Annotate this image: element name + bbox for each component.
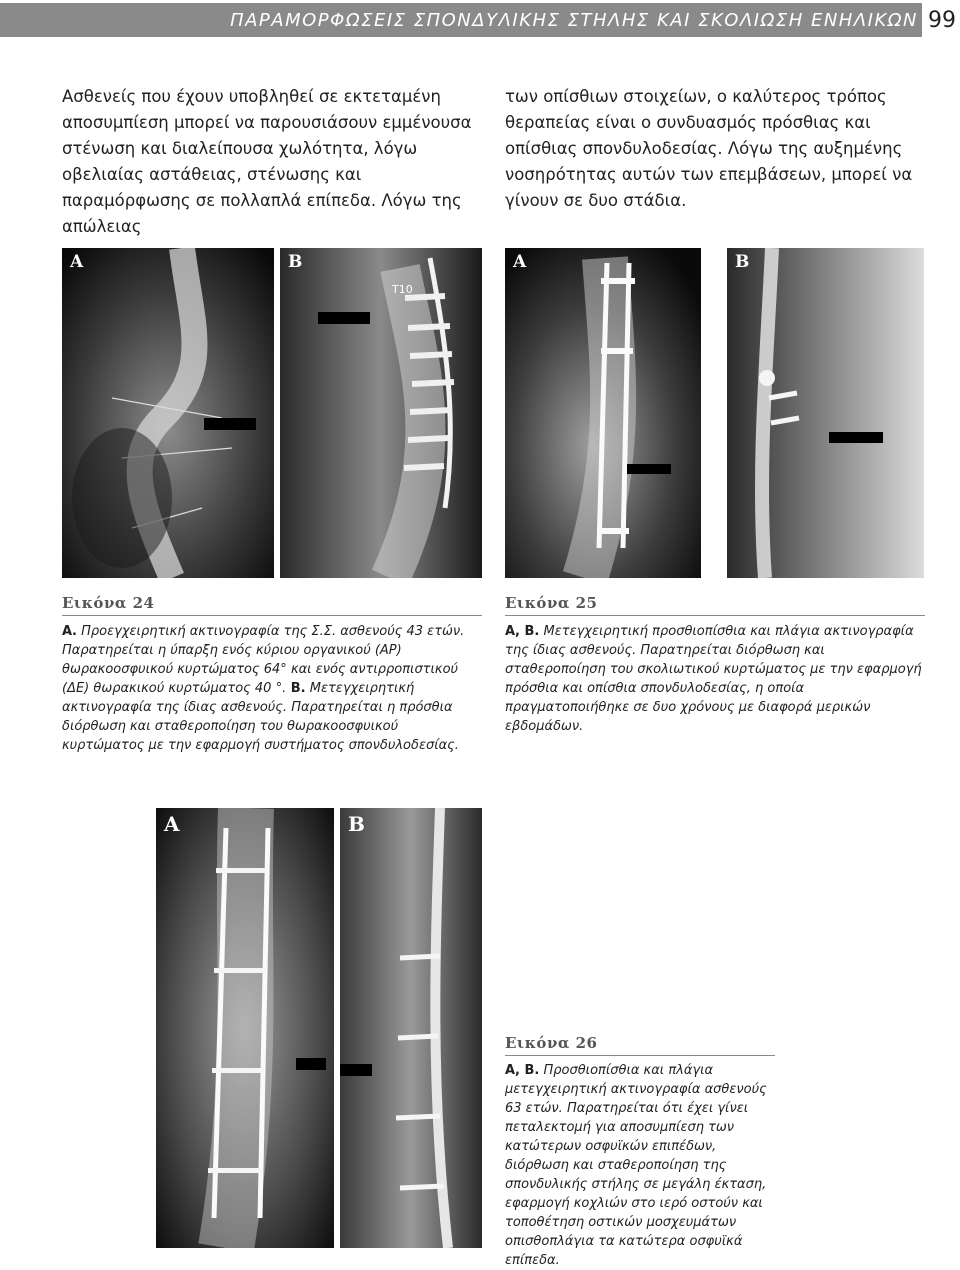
caption-a-label: Α. [62,624,77,639]
figure-label-b: B [288,252,303,272]
figure-26-title: Εικόνα 26 [505,1034,775,1056]
caption-text: Μετεγχειρητική προσθιοπίσθια και πλάγια ακτινογραφία της ίδιας ασθενούς. Παρατηρείται διόρθωση και σταθεροποίηση του σκολιωτικού κυρτώματος με την εφαρμογή πρόσθια και οπίσθια σπονδυλοδεσίας, η οποία πραγματοποιήθηκε σε δυο χρόνους με διαφορά μερικών εβδομάδων. [505,624,922,734]
caption-label: Α, Β. [505,624,540,639]
figure-25-title: Εικόνα 25 [505,594,925,616]
figure-label-a: A [70,252,84,272]
figure-26-image-b [340,808,482,1248]
caption-text: Προσθιοπίσθια και πλάγια μετεγχειρητική ακτινογραφία ασθενούς 63 ετών. Παρατηρείται ότι έχει γίνει πεταλεκτομή για αποσυμπίεση των κατώτερων οσφυϊκών επιπέδων, διόρθωση και σταθεροποίηση της σπονδυλικής στήλης σε μεγάλη έκταση, εφαρμογή κοχλιών στο ιερό οστούν και τοποθέτηση οστικών μοσχευμάτων οπισθοπλάγια τα κατώτερα οσφυϊκά επίπεδα. [505,1063,767,1268]
caption-b-text: Μετεγχειρητική ακτινογραφία της ίδιας ασθενούς. Παρατηρείται η πρόσθια διόρθωση και σταθεροποίηση του θωρακοοσφυικού κυρτώματος με την εφαρμογή συστήματος σπονδυλοδεσίας. [62,681,459,753]
caption-label: Α, Β. [505,1063,540,1078]
figure-label-a: A [164,812,180,836]
figure-25-image-a [505,248,701,578]
figure-25-image-b [727,248,924,578]
figure-25-caption [505,622,925,736]
caption-a-text: Προεγχειρητική ακτινογραφία της Σ.Σ. ασθενούς 43 ετών. Παρατηρείται η ύπαρξη ενός κύριου οργανικού (ΑΡ) θωρακοοσφυικού κυρτώματος 64° και ενός αντιρροπιστικού (ΔΕ) θωρακικού κυρτώματος 40 °. [62,624,465,696]
figure-26-caption [505,1061,767,1270]
redaction-bar [340,1064,372,1076]
page-header [0,0,960,44]
caption-b-label: Β. [286,681,306,696]
figure-label-b: B [735,252,750,272]
redaction-bar [318,312,370,324]
header-title: ΠΑΡΑΜΟΡΦΩΣΕΙΣ ΣΠΟΝΔΥΛΙΚΗΣ ΣΤΗΛΗΣ ΚΑΙ ΣΚΟΛΙΩΣΗ ΕΝΗΛΙΚΩΝ [230,10,918,31]
redaction-bar [829,432,883,443]
redaction-bar [627,464,671,474]
figure-24-caption [62,622,482,755]
redaction-bar [296,1058,326,1070]
figure-label-b: B [348,812,365,836]
body-text-left: Ασθενείς που έχουν υποβληθεί σε εκτεταμένη αποσυμπίεση μπορεί να παρουσιάσουν εμμένουσα στένωση και διαλείπουσα χωλότητα, λόγω οβελιαίας αστάθειας, στένωσης και παραμόρφωσης σε πολλαπλά επίπεδα. Λόγω της απώλειας [62,87,472,236]
figure-24-title: Εικόνα 24 [62,594,482,616]
figure-26-image-a [156,808,334,1248]
xray-marker-text: T10 [392,283,413,296]
figure-24-image-b [280,248,482,578]
figure-label-a: A [513,252,527,272]
body-text-right: των οπίσθιων στοιχείων, ο καλύτερος τρόπος θεραπείας είναι ο συνδυασμός πρόσθιας και οπίσθιας σπονδυλοδεσίας. Λόγω της αυξημένης νοσηρότητας αυτών των επεμβάσεων, μπορεί να γίνουν σε δυο στάδια. [505,87,913,210]
page-number: 99 [928,8,956,33]
figure-24-image-a [62,248,274,578]
redaction-bar [204,418,256,430]
